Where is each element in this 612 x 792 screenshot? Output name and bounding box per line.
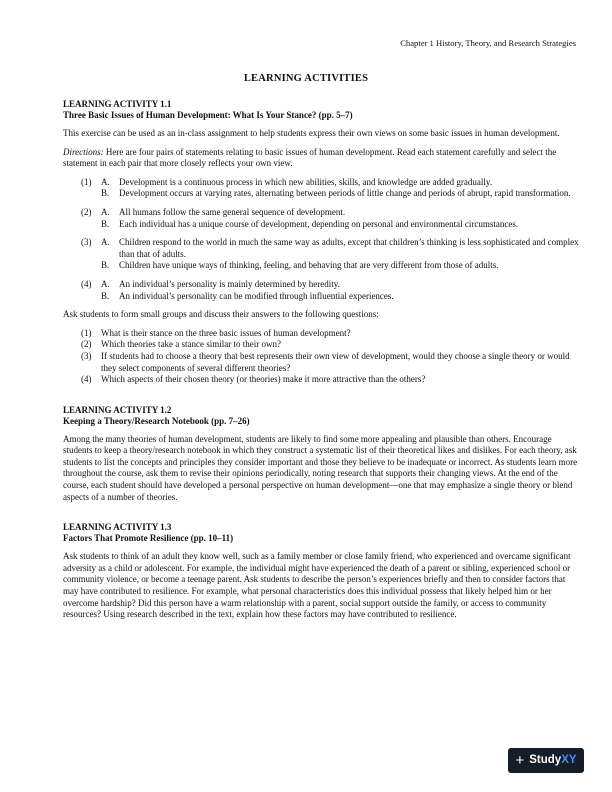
statement-pair bbox=[63, 279, 579, 302]
option-letter: A. bbox=[101, 176, 110, 187]
question-number: (2) bbox=[81, 339, 92, 350]
question-number: (3) bbox=[81, 350, 92, 361]
pair-number: (3) bbox=[81, 237, 92, 248]
question-number: (4) bbox=[81, 374, 92, 385]
statement-b: Development occurs at varying rates, alternating between periods of little change and periods of abrupt, rapid transformation. bbox=[119, 188, 571, 199]
option-letter: B. bbox=[101, 290, 110, 301]
option-letter: A. bbox=[101, 206, 110, 217]
activity-title: Three Basic Issues of Human Development: What Is Your Stance? (pp. 5–7) bbox=[63, 110, 353, 120]
activity-intro: This exercise can be used as an in-class assignment to help students express their own views on some basic issues in human development. bbox=[63, 128, 560, 138]
plus-icon: + bbox=[515, 752, 525, 769]
statement-b: Children have unique ways of thinking, feeling, and behaving that are very different from those of adults. bbox=[119, 260, 499, 271]
brand-accent: XY bbox=[561, 753, 577, 766]
activity-body: Among the many theories of human development, students are likely to find some more appealing and plausible than others. Encourage students to keep a theory/research notebook in which they construct a systematic list of their theoretical likes and dislikes. For each theory, ask students to list the concepts and principles they consider important and those they believe to be inadequate or incorrect. As students learn more throughout the course, ask them to revise their opinions periodically, noting research that supports their changing views. At the end of the course, each student should have developed a personal perspective on human development—one that may emphasize a single theory or blend aspects of a number of theories. bbox=[63, 433, 578, 502]
activity-label: LEARNING ACTIVITY 1.3 bbox=[63, 522, 172, 533]
list-item bbox=[63, 374, 579, 386]
option-letter: B. bbox=[101, 188, 110, 199]
activity-label: LEARNING ACTIVITY 1.2 bbox=[63, 404, 172, 415]
statement-pair bbox=[63, 237, 579, 272]
studyxy-badge[interactable] bbox=[508, 748, 584, 773]
learning-activity-1-2 bbox=[63, 405, 579, 504]
discussion-prompt: Ask students to form small groups and discuss their answers to the following questions: bbox=[63, 309, 379, 320]
statement-pairs bbox=[63, 177, 579, 302]
statement-a: Development is a continuous process in which new abilities, skills, and knowledge are added gradually. bbox=[119, 176, 493, 187]
activity-title: Keeping a Theory/Research Notebook (pp. 7–26) bbox=[63, 415, 250, 426]
list-item bbox=[63, 339, 579, 351]
running-header: Chapter 1 History, Theory, and Research Strategies bbox=[400, 38, 576, 48]
directions-label: Directions: bbox=[63, 146, 104, 157]
question-text: What is their stance on the three basic issues of human development? bbox=[101, 327, 351, 338]
directions-paragraph bbox=[63, 147, 579, 170]
learning-activity-1-1 bbox=[63, 99, 579, 386]
pair-number: (4) bbox=[81, 278, 92, 289]
directions-text: Here are four pairs of statements relating to basic issues of human development. Read each statement carefully and select the statement in each pair that more closely reflects your own view. bbox=[63, 146, 557, 169]
list-item bbox=[63, 328, 579, 340]
page-content bbox=[63, 99, 579, 621]
option-letter: A. bbox=[101, 278, 110, 289]
question-number: (1) bbox=[81, 327, 92, 338]
question-text: If students had to choose a theory that best represents their own view of development, would they choose a single theory or would they select components of several different theories? bbox=[101, 350, 570, 373]
statement-pair bbox=[63, 177, 579, 200]
brand-logo-text bbox=[529, 755, 576, 767]
activity-body: Ask students to think of an adult they know well, such as a family member or close family friend, who experienced and overcame significant adversity as a child or adolescent. For example, the individual might have experienced the death of a parent or sibling, experienced school or community violence, or become a teenage parent. Ask students to describe the person’s experiences briefly and then to consider factors that may have contributed to resilience. For example, what personal characteristics does this individual possess that likely helped him or her overcome hardship? Did this person have a warm relationship with a parent, social support outside the family, or access to community resources? Using research described in the text, explain how these factors may have contributed to resilience. bbox=[63, 551, 571, 620]
activity-title: Factors That Promote Resilience (pp. 10–11) bbox=[63, 533, 234, 544]
statement-a: All humans follow the same general sequence of development. bbox=[119, 206, 346, 217]
question-text: Which theories take a stance similar to their own? bbox=[101, 339, 281, 350]
pair-number: (2) bbox=[81, 206, 92, 217]
option-letter: B. bbox=[101, 260, 110, 271]
pair-number: (1) bbox=[81, 176, 92, 187]
brand-main: Study bbox=[529, 753, 562, 766]
page-title: LEARNING ACTIVITIES bbox=[243, 73, 369, 84]
learning-activity-1-3 bbox=[63, 522, 579, 621]
option-letter: B. bbox=[101, 218, 110, 229]
question-text: Which aspects of their chosen theory (or theories) make it more attractive than the others? bbox=[101, 374, 426, 385]
activity-label: LEARNING ACTIVITY 1.1 bbox=[63, 99, 172, 109]
statement-pair bbox=[63, 207, 579, 230]
list-item bbox=[63, 351, 579, 374]
question-list bbox=[63, 328, 579, 386]
statement-a: Children respond to the world in much the same way as adults, except that children’s thinking is less sophisticated and complex than that of adults. bbox=[119, 237, 579, 259]
statement-a: An individual’s personality is mainly determined by heredity. bbox=[119, 278, 340, 289]
option-letter: A. bbox=[101, 237, 110, 248]
statement-b: An individual’s personality can be modified through influential experiences. bbox=[119, 290, 394, 301]
statement-b: Each individual has a unique course of development, depending on personal and environmental circumstances. bbox=[119, 218, 519, 229]
